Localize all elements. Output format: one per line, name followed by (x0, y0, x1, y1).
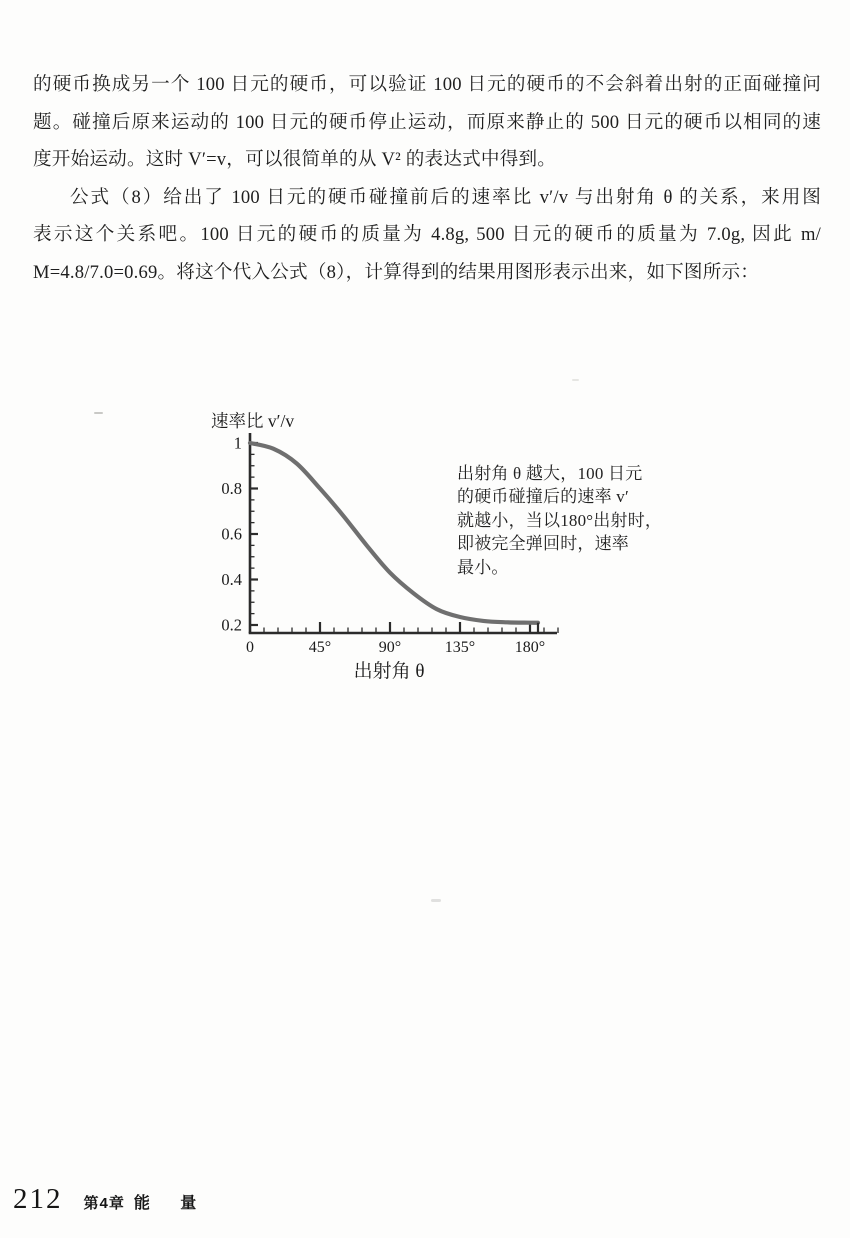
scan-speck (94, 412, 103, 414)
scan-speck (431, 899, 441, 902)
x-tick-label: 45° (308, 639, 332, 656)
chapter-label: 第4章 (83, 1195, 125, 1212)
x-tick-label: 90° (378, 639, 402, 656)
x-tick-label: 0 (246, 639, 254, 656)
page-number: 212 (13, 1183, 63, 1215)
annotation-line: 就越小，当以180°出射时， (457, 510, 663, 530)
page-footer (13, 1183, 197, 1216)
annotation-line: 的硬币碰撞后的速率 v′ (457, 487, 629, 507)
scan-speck (572, 379, 579, 381)
body-text (33, 66, 821, 291)
annotation-line: 即被完全弹回时，速率 (457, 534, 629, 554)
y-tick-label: 0.4 (221, 570, 242, 589)
chart-title: 速率比 v′/v (211, 411, 295, 431)
text-line: 表示这个关系吧。100 日元的硬币的质量为 4.8g, 500 日元的硬币的质量为 7.0g, 因此 m/ (33, 224, 821, 245)
y-tick-label: 0.8 (221, 479, 242, 498)
chapter-title: 能 量 (133, 1195, 198, 1212)
text-line: 度开始运动。这时 V′=v，可以很简单的从 V² 的表达式中得到。 (33, 149, 557, 170)
text-line: 公式（8）给出了 100 日元的硬币碰撞前后的速率比 v′/v 与出射角 θ 的关系，来用图 (70, 186, 821, 208)
text-line: M=4.8/7.0=0.69。将这个代入公式（8），计算得到的结果用图形表示出来，如下图所示： (33, 261, 760, 283)
chart-annotation (457, 462, 665, 579)
x-tick-label: 180° (514, 639, 546, 656)
text-line: 的硬币换成另一个 100 日元的硬币，可以验证 100 日元的硬币的不会斜着出射的正面碰撞问 (33, 74, 821, 95)
y-tick-label: 0.2 (221, 615, 242, 635)
annotation-line: 最小。 (457, 557, 509, 577)
x-tick-label: 135° (444, 639, 476, 656)
x-axis-title: 出射角 θ (353, 661, 425, 682)
y-tick-label: 0.6 (221, 524, 242, 544)
text-line: 题。碰撞后原来运动的 100 日元的硬币停止运动，而原来静止的 500 日元的硬币以相同的速 (33, 111, 821, 133)
annotation-line: 出射角 θ 越大，100 日元 (457, 464, 643, 483)
y-tick-label: 1 (233, 433, 242, 453)
